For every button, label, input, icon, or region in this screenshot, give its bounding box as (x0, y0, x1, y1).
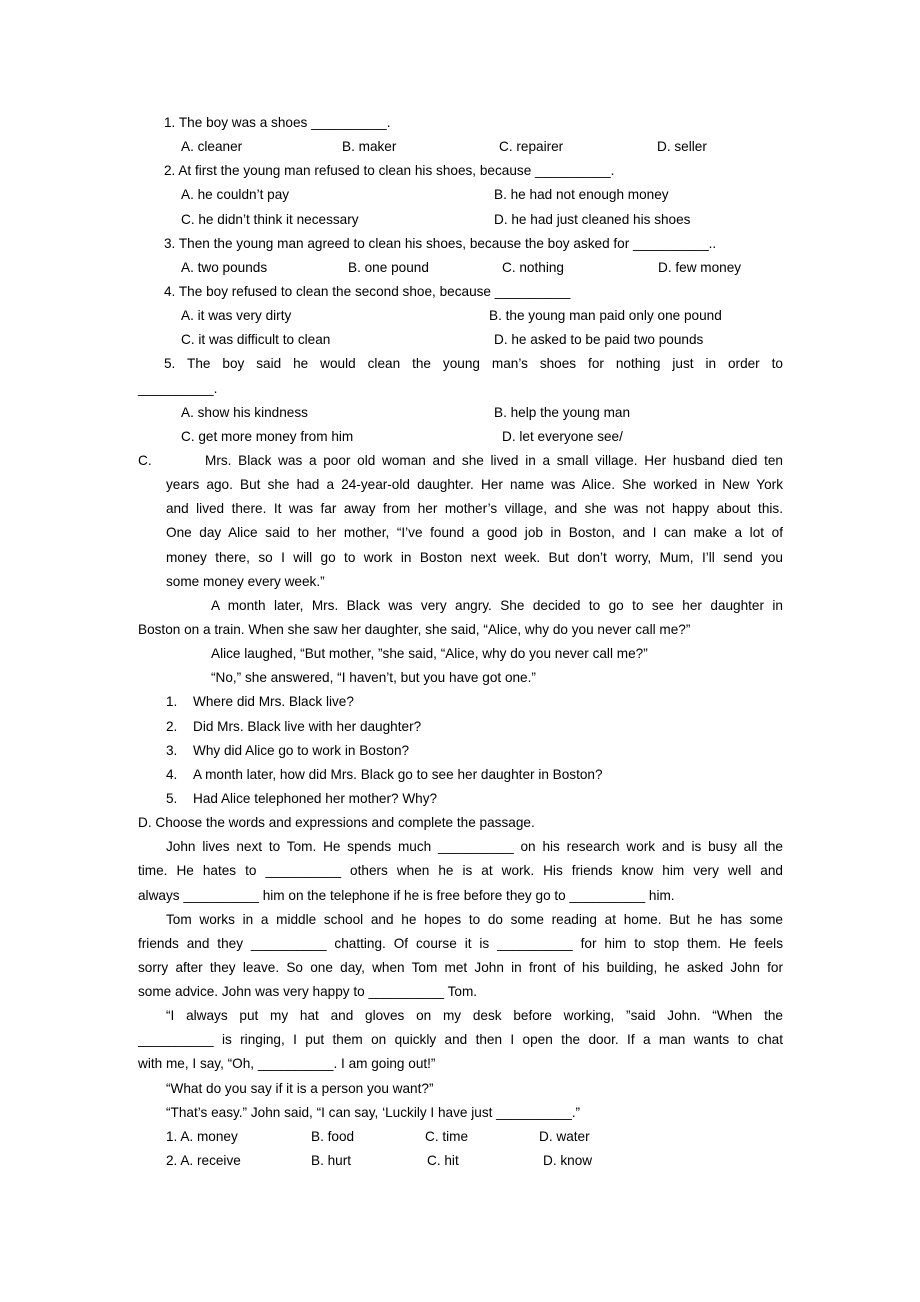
options-row (138, 183, 783, 207)
options-row (138, 304, 783, 328)
question-row (138, 763, 783, 787)
passage-line: some advice. John was very happy to __________ Tom. (138, 984, 478, 1000)
option-item: C. repairer (499, 139, 564, 155)
passage-line: sorry after they leave. So one day, when Tom met John in front of his building, he asked John for (138, 959, 783, 975)
passage-line: friends and they __________ chatting. Of course it is __________ for him to stop them. He feels (138, 935, 783, 951)
question-number: 4. (166, 766, 178, 782)
option-item: D. he had just cleaned his shoes (494, 211, 691, 227)
option-item: A. he couldn’t pay (181, 187, 290, 203)
question-row (138, 715, 783, 739)
question: 2. At first the young man refused to clean his shoes, because __________. (164, 163, 615, 179)
passage-line: Alice laughed, “But mother, ”she said, “Alice, why do you never call me?” (211, 646, 648, 662)
option-item: B. hurt (311, 1153, 352, 1169)
question-number: 3. (166, 742, 178, 758)
option-item: B. the young man paid only one pound (489, 308, 722, 324)
passage-line: with me, I say, “Oh, __________. I am going out!” (138, 1056, 436, 1072)
passage-text: Mrs. Black was a poor old woman and she lived in a small village. Her husband died ten (205, 452, 783, 468)
options-row (138, 328, 783, 352)
question-continuation: __________. (138, 380, 218, 396)
option-item: A. show his kindness (181, 404, 308, 420)
option-item: A. it was very dirty (181, 308, 292, 324)
question-number: 5. (166, 790, 178, 806)
option-item: 2. A. receive (166, 1153, 241, 1169)
option-item: D. let everyone see/ (502, 428, 623, 444)
option-item: B. maker (342, 139, 397, 155)
option-item: C. get more money from him (181, 428, 354, 444)
question-text: Where did Mrs. Black live? (193, 694, 354, 710)
section-heading: D. Choose the words and expressions and complete the passage. (138, 815, 535, 831)
options-row (138, 256, 783, 280)
question: 3. Then the young man agreed to clean his shoes, because the boy asked for __________.. (164, 235, 717, 251)
option-item: B. he had not enough money (494, 187, 669, 203)
option-item: D. water (539, 1128, 590, 1144)
passage-line: and lived there. It was far away from her mother’s village, and she was not happy about this. (166, 501, 783, 517)
option-item: A. two pounds (181, 259, 268, 275)
question-row (138, 690, 783, 714)
option-item: C. time (425, 1128, 469, 1144)
passage-line: “No,” she answered, “I haven’t, but you have got one.” (211, 670, 536, 686)
passage-line: always __________ him on the telephone if he is free before they go to __________ him. (138, 887, 675, 903)
passage-line: some money every week.” (166, 573, 325, 589)
option-item: B. one pound (348, 259, 429, 275)
options-row (138, 425, 783, 449)
option-item: C. it was difficult to clean (181, 332, 331, 348)
passage-line: years ago. But she had a 24-year-old daughter. Her name was Alice. She worked in New York (166, 477, 783, 493)
passage-line: John lives next to Tom. He spends much __________ on his research work and is busy all the (166, 839, 783, 855)
question: 1. The boy was a shoes __________. (164, 115, 391, 130)
option-item: D. know (543, 1153, 593, 1169)
options-row (138, 1125, 783, 1149)
option-item: D. seller (657, 139, 707, 155)
options-row (138, 135, 783, 159)
passage-line: time. He hates to __________ others when he is at work. His friends know him very well and (138, 863, 783, 879)
question-row (138, 739, 783, 763)
option-item: C. he didn’t think it necessary (181, 211, 359, 227)
question-number: 1. (166, 694, 178, 710)
passage-line: “That’s easy.” John said, “I can say, ‘Luckily I have just __________.” (166, 1104, 581, 1120)
option-item: B. help the young man (494, 404, 631, 420)
section-label: C. (138, 452, 152, 468)
option-item: C. hit (427, 1153, 459, 1169)
passage-line: “I always put my hat and gloves on my desk before working, ”said John. “When the (166, 1008, 783, 1024)
passage-line (138, 449, 783, 473)
options-row (138, 208, 783, 232)
option-item: 1. A. money (166, 1128, 238, 1144)
option-item: C. nothing (502, 259, 564, 275)
passage-line: Boston on a train. When she saw her daughter, she said, “Alice, why do you never call me?” (138, 621, 691, 637)
options-row (138, 401, 783, 425)
option-item: D. few money (658, 259, 742, 275)
question: 4. The boy refused to clean the second shoe, because __________ (164, 283, 571, 299)
option-item: A. cleaner (181, 139, 243, 155)
question-text: Why did Alice go to work in Boston? (193, 742, 410, 758)
passage-line: “What do you say if it is a person you want?” (166, 1080, 434, 1096)
passage-line: One day Alice said to her mother, “I’ve found a good job in Boston, and I can make a lot of (166, 525, 783, 541)
question-row (138, 787, 783, 811)
option-item: B. food (311, 1128, 355, 1144)
document-content (138, 111, 783, 1173)
passage-line: money there, so I will go to work in Boston next week. But don’t worry, Mum, I’ll send you (166, 549, 783, 565)
passage-line: A month later, Mrs. Black was very angry. She decided to go to see her daughter in (211, 597, 783, 613)
passage-line: __________ is ringing, I put them on quickly and then I open the door. If a man wants to chat (138, 1032, 783, 1048)
option-item: D. he asked to be paid two pounds (494, 332, 704, 348)
question-text: A month later, how did Mrs. Black go to see her daughter in Boston? (193, 766, 603, 782)
question-number: 2. (166, 718, 178, 734)
passage-line: Tom works in a middle school and he hopes to do some reading at home. But he has some (166, 911, 783, 927)
options-row (138, 1149, 783, 1173)
question-text: Had Alice telephoned her mother? Why? (193, 790, 438, 806)
question: 5. The boy said he would clean the young man’s shoes for nothing just in order to (164, 356, 783, 372)
question-text: Did Mrs. Black live with her daughter? (193, 718, 422, 734)
